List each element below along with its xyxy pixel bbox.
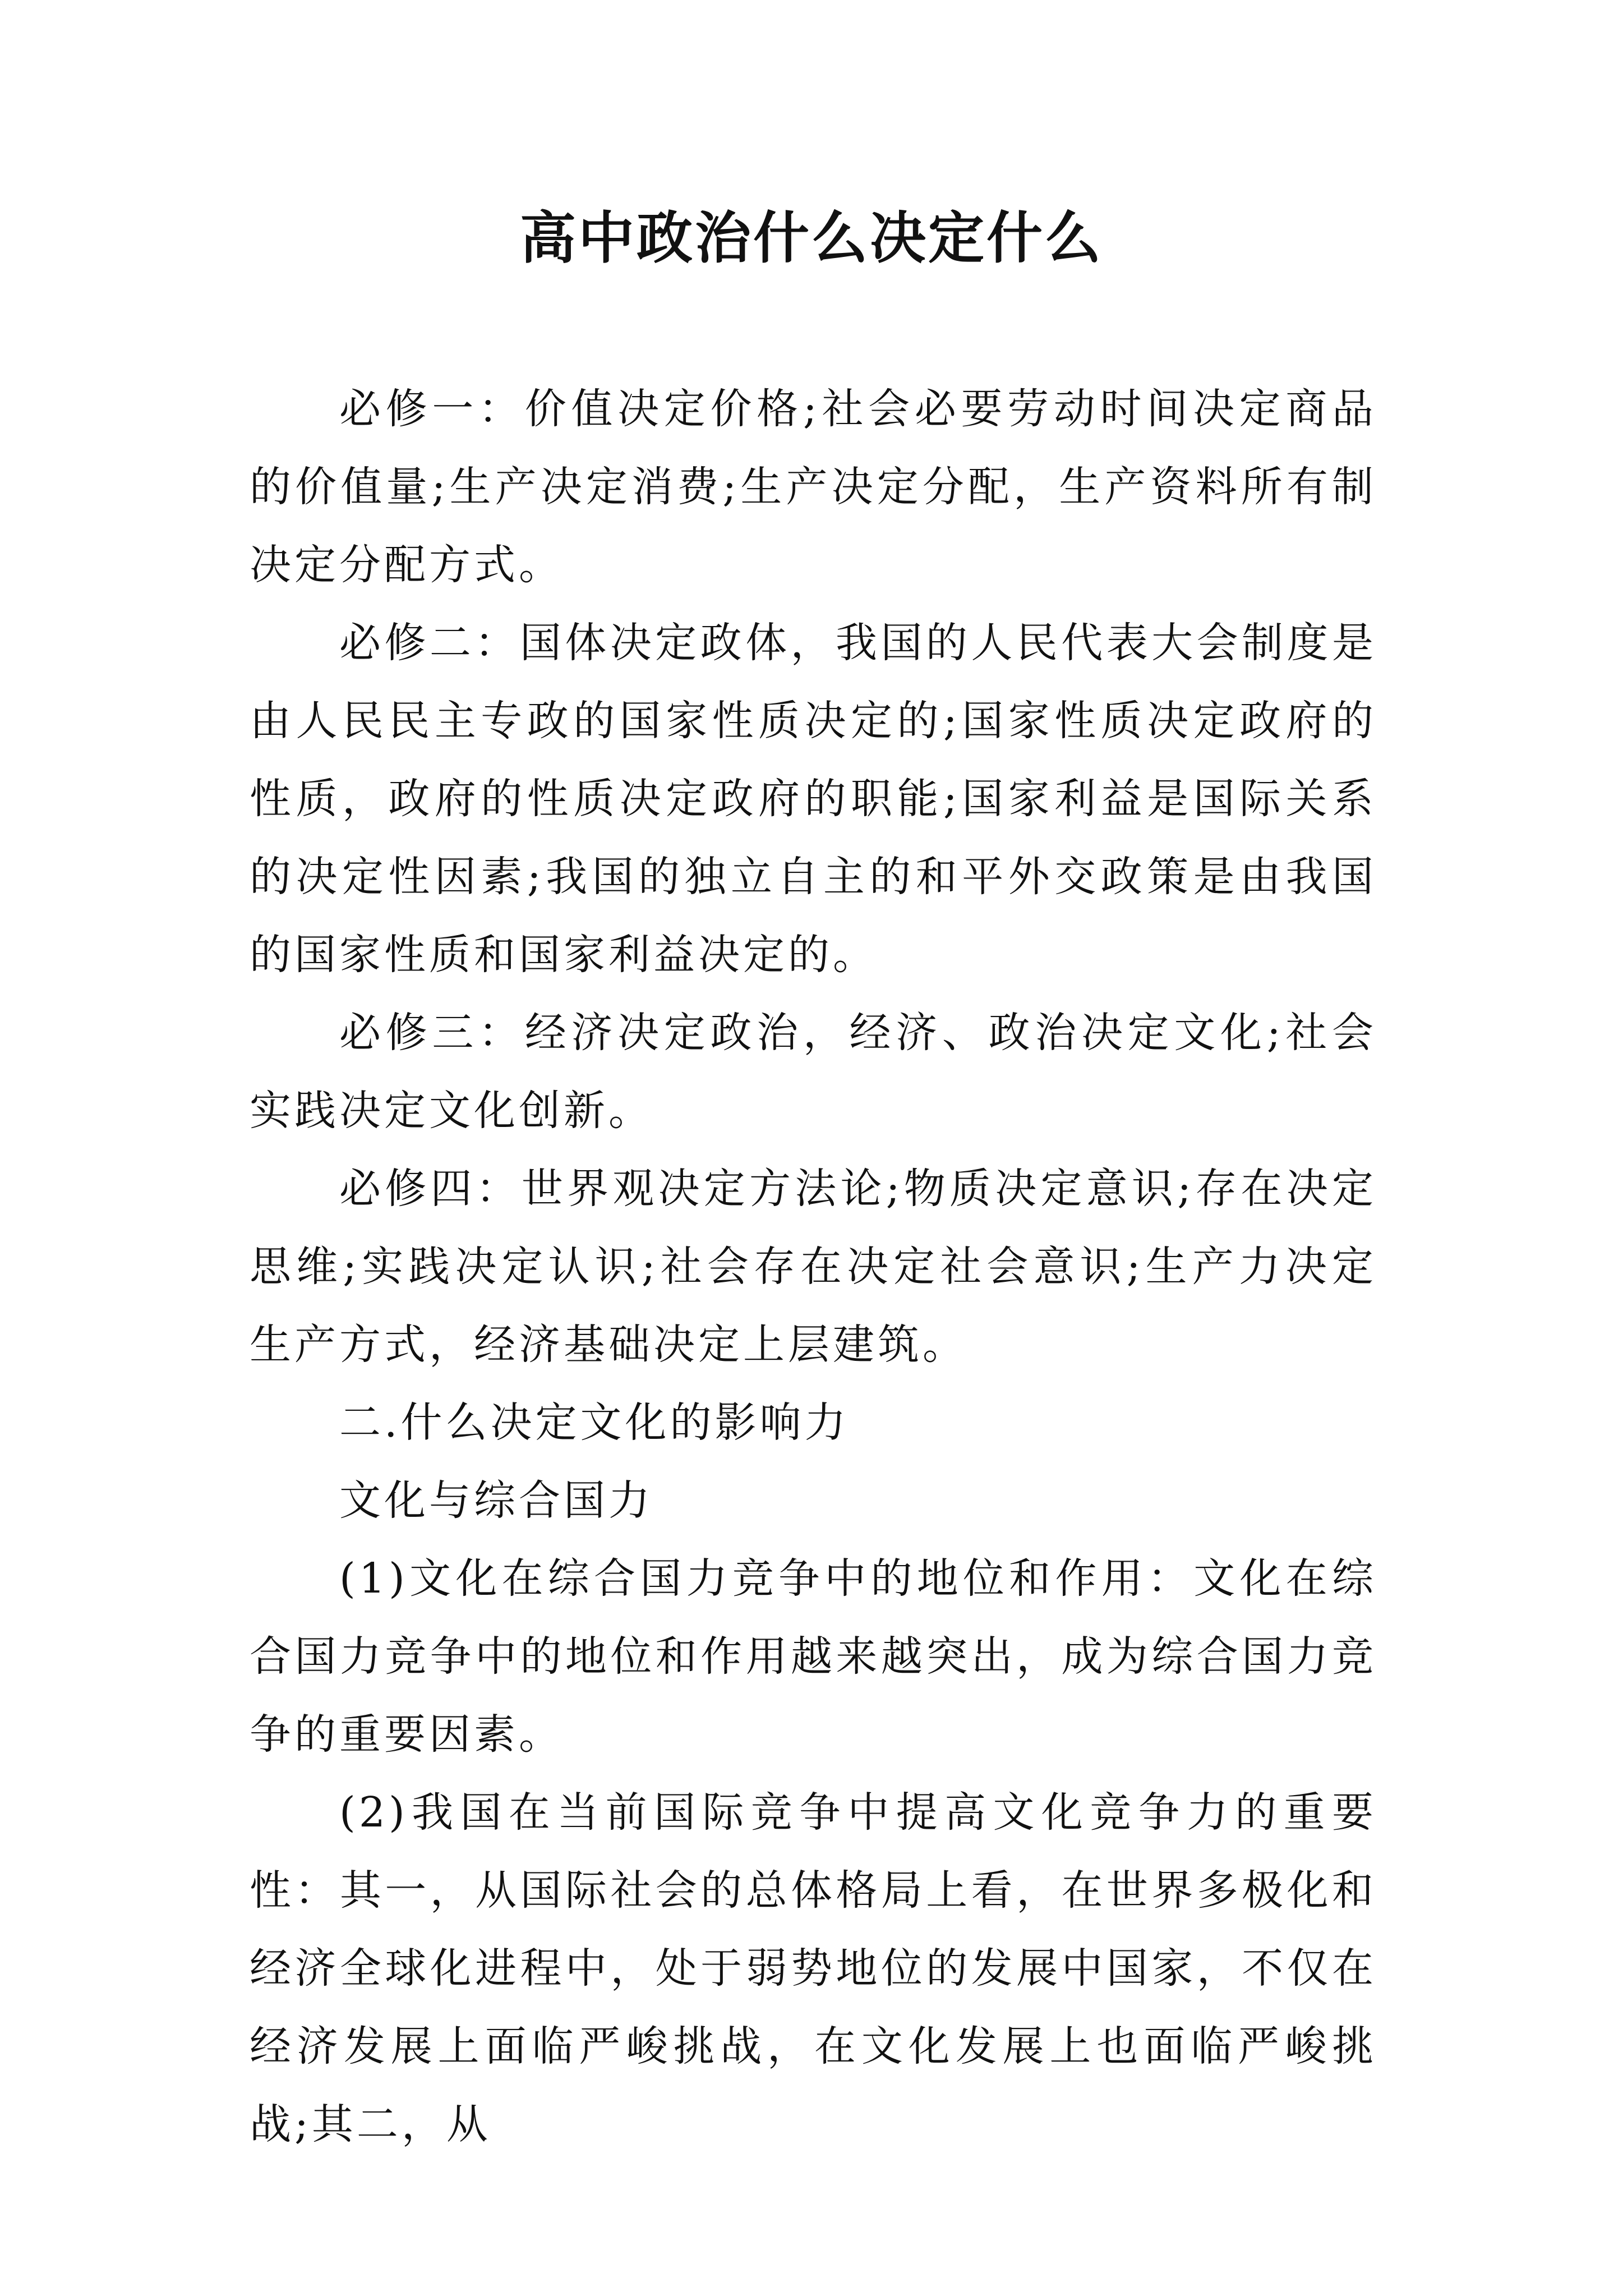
paragraph-compulsory-4: 必修四：世界观决定方法论;物质决定意识;存在决定思维;实践决定认识;社会存在决定社会意识;生产力决定生产方式，经济基础决定上层建筑。 (250, 1165, 1377, 1369)
paragraph-point-1: (1)文化在综合国力竞争中的地位和作用：文化在综合国力竞争中的地位和作用越来越突出，成为综合国力竞争的重要因素。 (250, 1554, 1377, 1759)
section-heading-culture-influence: 二.什么决定文化的影响力 (339, 1398, 850, 1447)
subheading-culture-national-power: 文化与综合国力 (339, 1476, 653, 1525)
document-title: 高中政治什么决定什么 (520, 205, 1103, 271)
paragraph-point-2: (2)我国在当前国际竞争中提高文化竞争力的重要性：其一，从国际社会的总体格局上看，在世界多极化和经济全球化进程中，处于弱势地位的发展中国家，不仅在经济发展上面临严峻挑战，在文化发展上也面临严峻挑战;其二，从 (250, 1788, 1377, 2148)
paragraph-compulsory-3: 必修三：经济决定政治，经济、政治决定文化;社会实践决定文化创新。 (250, 1009, 1377, 1135)
document-body (250, 370, 1377, 2164)
paragraph-compulsory-2: 必修二：国体决定政体，我国的人民代表大会制度是由人民民主专政的国家性质决定的;国家性质决定政府的性质，政府的性质决定政府的职能;国家利益是国际关系的决定性因素;我国的独立自主的和平外交政策是由我国的国家性质和国家利益决定的。 (250, 619, 1377, 979)
paragraph-compulsory-1: 必修一：价值决定价格;社会必要劳动时间决定商品的价值量;生产决定消费;生产决定分配，生产资料所有制决定分配方式。 (250, 385, 1377, 589)
